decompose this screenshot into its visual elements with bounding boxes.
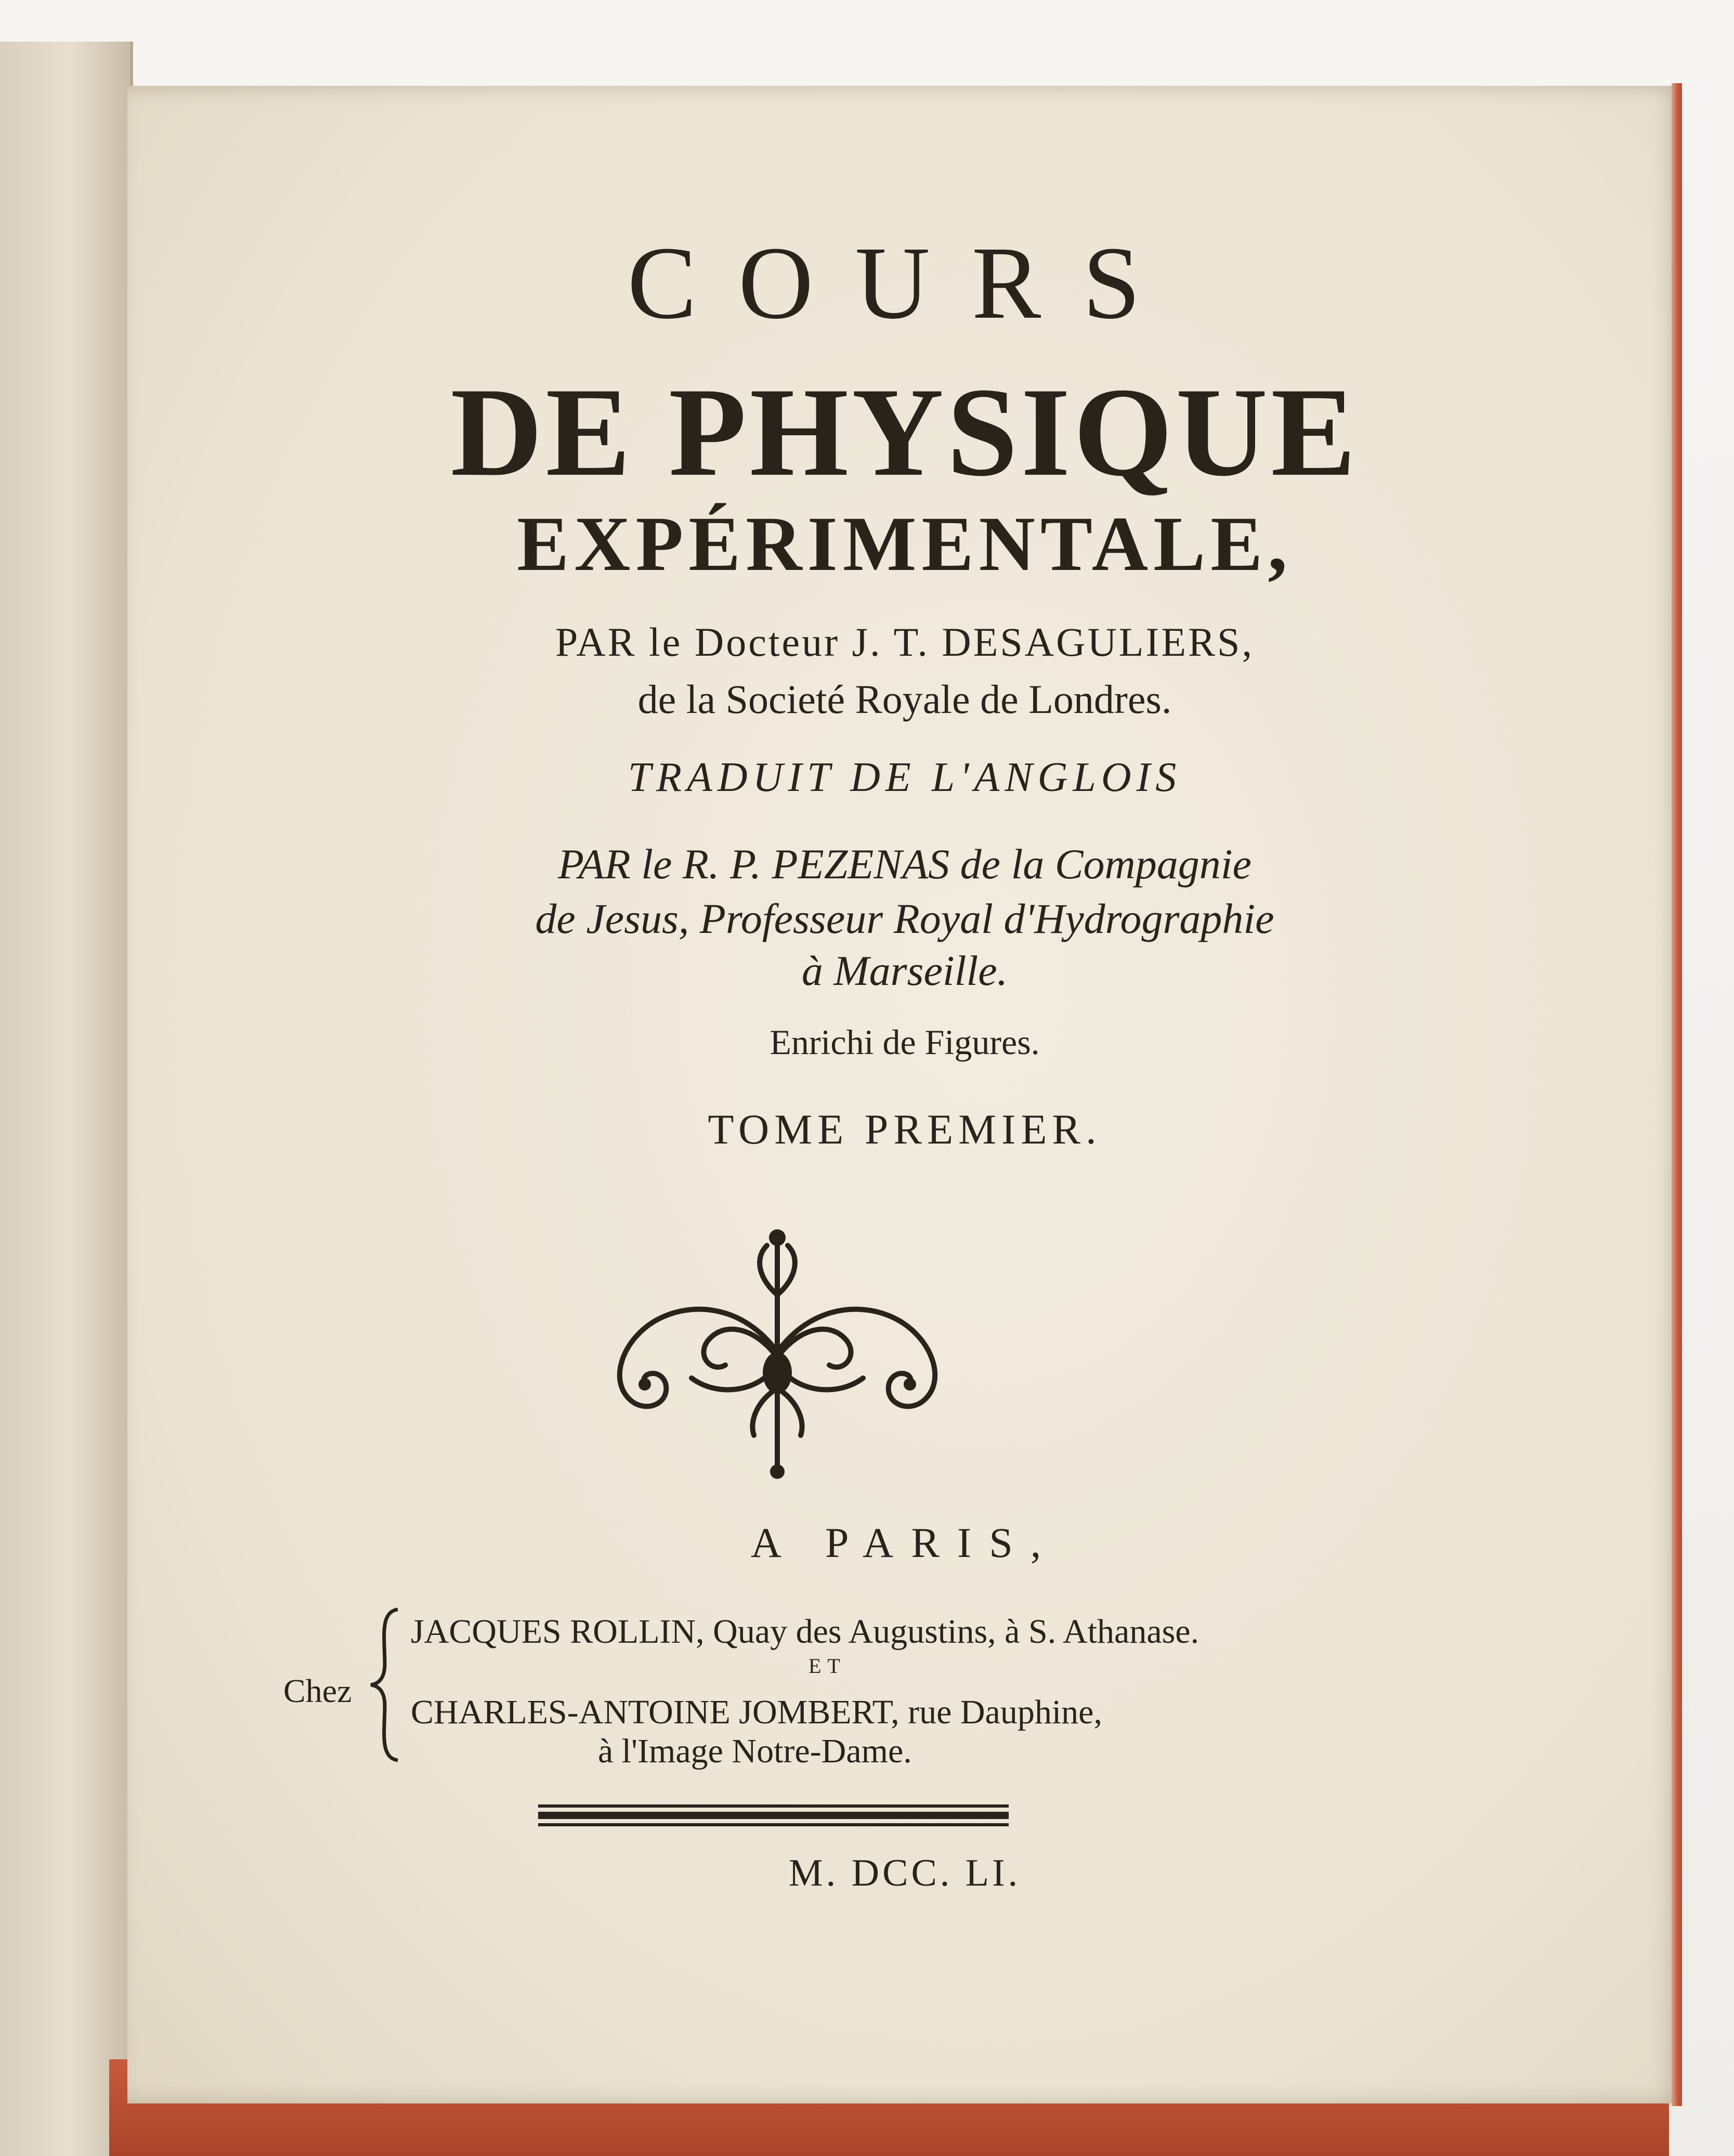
divider-rule-top	[538, 1804, 1009, 1808]
left-page-edge	[0, 42, 133, 2156]
author-line-2: de la Societé Royale de Londres.	[637, 677, 1172, 722]
translator-line-1: PAR le R. P. PEZENAS de la Compagnie	[558, 840, 1251, 888]
divider-rule-bottom	[538, 1823, 1009, 1826]
publication-date: M. DCC. LI.	[788, 1852, 1021, 1894]
publisher-conjunction: ET	[809, 1654, 846, 1678]
author-line-1: PAR le Docteur J. T. DESAGULIERS,	[555, 619, 1254, 665]
enriched-note: Enrichi de Figures.	[770, 1022, 1040, 1062]
publisher-2: CHARLES-ANTOINE JOMBERT, rue Dauphine,	[411, 1693, 1102, 1731]
volume-label: TOME PREMIER.	[708, 1106, 1102, 1153]
translator-line-3: à Marseille.	[801, 947, 1008, 994]
publisher-intro: Chez	[283, 1672, 352, 1709]
publisher-2-sign: à l'Image Notre-Dame.	[598, 1732, 912, 1770]
curly-brace-icon	[367, 1607, 403, 1763]
divider-rule-thick	[538, 1812, 1009, 1819]
publisher-1: JACQUES ROLLIN, Quay des Augustins, à S. Athanase.	[411, 1613, 1200, 1651]
fleuron-ornament-icon	[588, 1222, 967, 1482]
title-line-3: EXPÉRIMENTALE,	[517, 501, 1293, 587]
translator-line-2: de Jesus, Professeur Royal d'Hydrographie	[535, 895, 1274, 942]
title-line-1: COURS	[627, 226, 1182, 341]
title-line-2: DE PHYSIQUE	[450, 361, 1359, 502]
place-of-publication: A PARIS,	[750, 1519, 1059, 1566]
translated-from: TRADUIT DE L'ANGLOIS	[628, 755, 1182, 800]
